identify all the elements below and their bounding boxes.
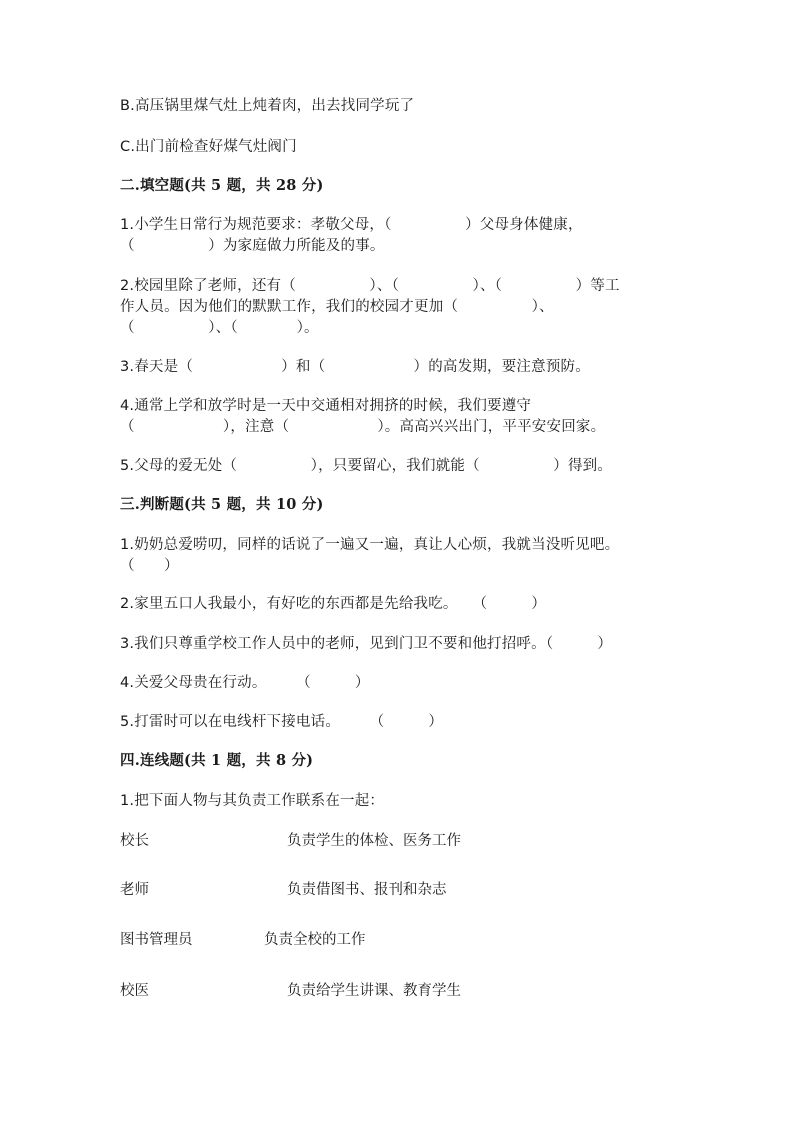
section-judgement-heading: 三.判断题(共 5 题，共 10 分) <box>120 496 324 513</box>
judge-question-4: 4.关爱父母贵在行动。 （ ） <box>120 675 370 691</box>
matching-left-item: 老师 <box>120 882 149 898</box>
fill-question-4-line-1: 4.通常上学和放学时是一天中交通相对拥挤的时候，我们要遵守 <box>120 398 532 414</box>
matching-right-item: 负责全校的工作 <box>264 932 366 948</box>
section-fill-blank-heading: 二.填空题(共 5 题，共 28 分) <box>120 177 324 194</box>
fill-question-1-line-1: 1.小学生日常行为规范要求：孝敬父母，（ ）父母身体健康， <box>120 217 583 233</box>
matching-right-item: 负责学生的体检、医务工作 <box>287 833 461 849</box>
fill-question-5: 5.父母的爱无处（ ），只要留心，我们就能（ ）得到。 <box>120 458 613 474</box>
fill-question-2-line-2: 作人员。因为他们的默默工作，我们的校园才更加（ ）、 <box>120 299 554 315</box>
judge-question-1-line-1: 1.奶奶总爱唠叨，同样的话说了一遍又一遍，真让人心烦，我就当没听见吧。 <box>120 537 620 553</box>
matching-left-item: 图书管理员 <box>120 932 193 948</box>
option-b: B.高压锅里煤气灶上炖着肉，出去找同学玩了 <box>120 98 415 114</box>
fill-question-2-line-1: 2.校园里除了老师，还有（ ）、（ ）、（ ）等工 <box>120 278 620 294</box>
judge-question-5: 5.打雷时可以在电线杆下接电话。 （ ） <box>120 714 444 730</box>
fill-question-2-line-3: （ ）、（ ）。 <box>120 320 319 336</box>
fill-question-3: 3.春天是（ ）和（ ）的高发期，要注意预防。 <box>120 359 590 375</box>
matching-question-1: 1.把下面人物与其负责工作联系在一起： <box>120 793 385 809</box>
matching-left-item: 校长 <box>120 833 149 849</box>
fill-question-4-line-2: （ ），注意（ ）。高高兴兴出门，平平安安回家。 <box>120 419 606 435</box>
judge-question-1-line-2: （ ） <box>120 558 179 574</box>
matching-right-item: 负责给学生讲课、教育学生 <box>287 983 461 999</box>
judge-question-2: 2.家里五口人我最小，有好吃的东西都是先给我吃。 （ ） <box>120 596 547 612</box>
matching-right-item: 负责借图书、报刊和杂志 <box>287 882 447 898</box>
fill-question-1-line-2: （ ）为家庭做力所能及的事。 <box>120 238 385 254</box>
option-c: C.出门前检查好煤气灶阀门 <box>120 139 297 155</box>
matching-left-item: 校医 <box>120 983 149 999</box>
judge-question-3: 3.我们只尊重学校工作人员中的老师，见到门卫不要和他打招呼。（ ） <box>120 636 613 652</box>
section-matching-heading: 四.连线题(共 1 题，共 8 分) <box>120 752 314 769</box>
